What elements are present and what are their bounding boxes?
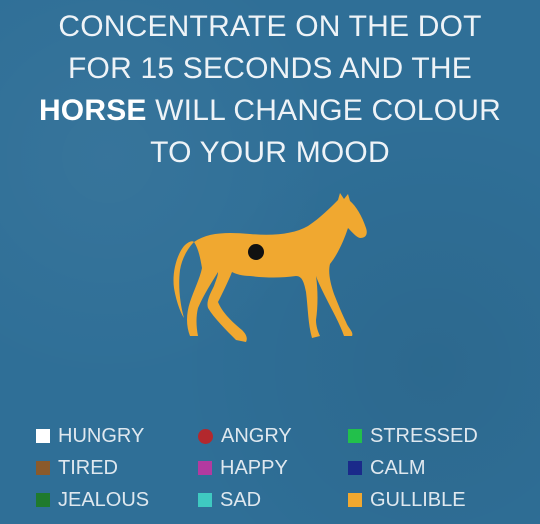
legend-item-happy	[198, 454, 288, 482]
legend-item-sad	[198, 486, 261, 514]
legend-item-angry	[198, 422, 292, 450]
legend-swatch	[198, 429, 213, 444]
legend-label: ANGRY	[221, 424, 292, 447]
legend-item-tired	[36, 454, 118, 482]
headline-emphasis: HORSE	[38, 94, 147, 127]
legend-label: SAD	[220, 488, 262, 511]
legend-label: STRESSED	[370, 424, 478, 447]
horse-body	[173, 193, 366, 342]
legend-swatch	[36, 493, 50, 507]
horse-illustration	[170, 190, 380, 350]
headline	[0, 6, 540, 174]
legend-swatch	[198, 461, 212, 475]
legend-label: TIRED	[58, 456, 118, 479]
legend-swatch	[198, 493, 212, 507]
headline-line-2: FOR 15 SECONDS AND THE	[68, 52, 472, 85]
legend-item-stressed	[348, 422, 478, 450]
headline-line-4: TO YOUR MOOD	[150, 136, 390, 169]
headline-line-1: CONCENTRATE ON THE DOT	[58, 10, 482, 43]
legend-item-calm	[348, 454, 426, 482]
legend-swatch	[36, 429, 50, 443]
legend-item-jealous	[36, 486, 149, 514]
legend-item-gullible	[348, 486, 466, 514]
legend-swatch	[348, 461, 362, 475]
legend-label: JEALOUS	[58, 488, 150, 511]
headline-line-3	[0, 90, 540, 132]
headline-line-3-rest: WILL CHANGE COLOUR	[146, 94, 502, 127]
legend-label: HAPPY	[220, 456, 288, 479]
legend-swatch	[348, 429, 362, 443]
focus-dot	[248, 244, 264, 260]
legend-label: HUNGRY	[58, 424, 145, 447]
legend-label: GULLIBLE	[370, 488, 466, 511]
legend-label: CALM	[370, 456, 426, 479]
legend-swatch	[36, 461, 50, 475]
legend-swatch	[348, 493, 362, 507]
horse-silhouette-icon	[170, 190, 380, 350]
mood-legend	[36, 420, 516, 520]
legend-item-hungry	[36, 422, 144, 450]
